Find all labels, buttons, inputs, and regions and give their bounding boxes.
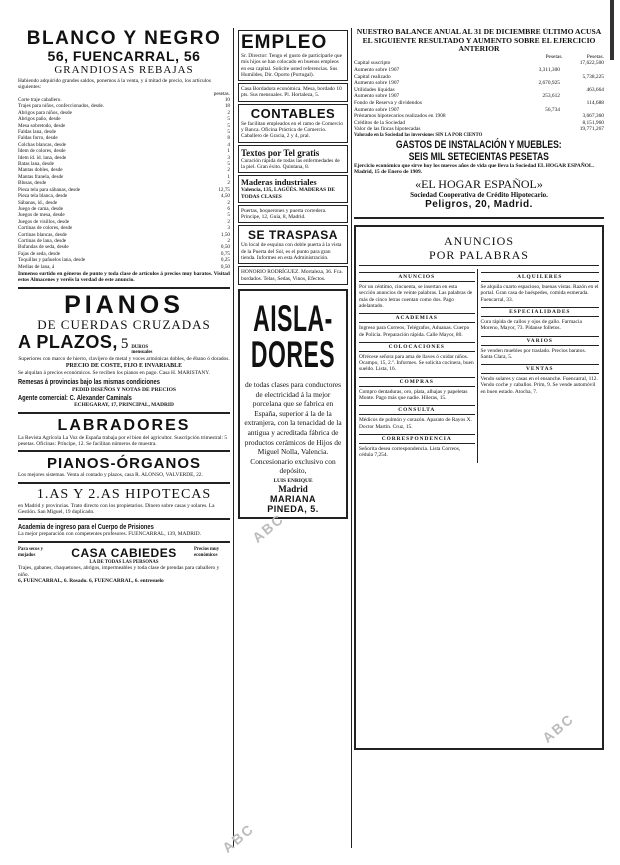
balance-v2 [560, 93, 604, 100]
pianos-ad [18, 292, 230, 409]
ais-street: MARIANA [270, 494, 316, 505]
price-item: Sábanas, íd., desde [18, 199, 58, 206]
classified-left [359, 269, 478, 462]
cc-text: Trajes, gabanes, chaquetones, abrigos, impermeables y toda clase de prendas para caballero y niño. [18, 565, 220, 578]
maderas-ad [238, 175, 348, 203]
anuncios-box [354, 225, 604, 750]
textos-ad [238, 145, 348, 174]
agente-addr: ECHEGARAY, 17, PRINCIPAL, MADRID [74, 401, 174, 408]
balance-row [354, 80, 604, 87]
balance-v1 [522, 60, 560, 67]
price-item: Cortinas blancas, desde [18, 231, 67, 238]
price-item: Corte traje caballero. [18, 97, 62, 103]
price-value: 0,50 [220, 263, 230, 270]
price-item: Mesa sobretodo, desde [18, 122, 66, 129]
hogar-title: «EL HOGAR ESPAÑOL» [415, 177, 543, 192]
balance-label: Capital suscripto [354, 60, 391, 67]
price-item: Ídem íd. íd. lana, desde [18, 154, 67, 161]
price-value: 8 [227, 135, 230, 142]
price-item: Blusas, desde [18, 180, 47, 187]
price-item: Bufandas de seda, desde [18, 244, 69, 251]
balance-v2: 19,771,267 [579, 126, 604, 133]
classified-heading: ANUNCIOS [359, 272, 475, 282]
classified-text: Ofrécese señora para ama de llaves ó cuidar niños. Ocampo, 15, 2.º. Informes. Se solicita cocinera, buen sueldo. Lista, 16. [359, 353, 474, 373]
balance-label: Valor de las fincas hipotecadas [354, 126, 421, 133]
ais-title-2: DORES [250, 333, 336, 375]
classified-text: Ingreso para Correos, Telégrafos, Aduanas. Cuerpo de Policía. Preparación rápida. Calle Mayor, 80. [359, 325, 470, 338]
honorio-ad: HONORIO RODRÍGUEZ. Mortaleza, 36. Fca. bordados. Telas, Sedas, Vinos, Efectos. [238, 266, 348, 285]
bn-footer: Inmenso surtido en géneros de punto y toda clase de artículos á precios muy baratos. Visitad estos Almacenes y veréis la verdad de este anuncio. [18, 270, 230, 284]
price-value: 6 [227, 205, 230, 212]
price-item: Faldas forro, desde [18, 135, 58, 142]
price-value: 5 [227, 122, 230, 129]
hipotecas-ad [18, 487, 230, 516]
price-item: Mantas franela, desde [18, 173, 64, 180]
column-rule-1 [233, 28, 234, 848]
price-value: 4,50 [220, 193, 230, 200]
academia-ad [18, 523, 230, 538]
classified-text: Señorita desea correspondencia. Lista Correos, cédula 7,254. [359, 445, 461, 459]
price-list [18, 97, 230, 270]
price-item: Batas lana, desde [18, 161, 54, 168]
pyo-title: PIANOS-ÓRGANOS [46, 455, 201, 473]
price-item: Medias de lana, á [18, 263, 55, 270]
balance-v1 [522, 100, 560, 107]
ejercicio-text: Ejercicio económico que sirve hoy los nuevos años de vida que lleva la Sociedad EL HOGAR ESPAÑOL. Madrid, 15 de Enero de 1909. [354, 162, 594, 175]
labradores-title: LABRADORES [57, 416, 191, 434]
column-left [18, 28, 230, 848]
price-item: Mantas dobles, desde [18, 167, 63, 174]
empleo-ad [238, 30, 348, 81]
bal-head-1: Pesetas. [545, 53, 563, 60]
price-item: Pieza tela para sábanas, desde [18, 186, 81, 193]
classified-heading: ESPECIALIDADES [481, 307, 600, 317]
textos-title: Textos por Tel gratis [241, 147, 320, 158]
balance-v1 [522, 113, 560, 120]
page-edge-stripe [610, 0, 614, 60]
price-item: Pieza tela blanca, desde [18, 193, 68, 200]
classified-heading: ALQUILERES [481, 272, 600, 282]
bal-head-2: Pesetas. [586, 53, 604, 60]
price-value: 0,75 [220, 250, 230, 257]
bn-address: 56, FUENCARRAL, 56 [47, 48, 201, 64]
balance-table [354, 60, 604, 133]
watermark-3: ABC [219, 820, 258, 856]
price-item: Juegos de visillos, desde [18, 218, 70, 225]
column-rule-2 [351, 28, 352, 848]
price-item: Fajas de seda, desde [18, 250, 61, 257]
maderas-text: Valencia, 135, LAGÜÉS. MADERAS DE TODAS CLASES [241, 187, 335, 200]
bn-col-head: pesetas. [213, 90, 230, 97]
acad-title: Academia de ingreso para el Cuerpo de Prisiones [18, 522, 154, 532]
balance-v1 [522, 87, 560, 94]
cc-title: CASA CABIEDES [71, 545, 177, 560]
classified-heading: CONSULTA [359, 405, 475, 415]
balance-row [354, 126, 604, 133]
balance-row [354, 74, 604, 81]
pianos-duros-label: DUROS mensuales [131, 344, 153, 356]
blanco-negro-ad [18, 28, 230, 284]
labradores-ad [18, 417, 230, 448]
pianos-text: Superiores con marco de hierro, clavijero de metal y voces armónicas dobles, de ébano ó dorados. [18, 355, 230, 362]
balance-label: Aumento sobre 1907 [354, 80, 400, 87]
classified-text: Compro dentaduras, oro, plata, alhajas y papeletas Monte. Pago más que nadie. Hileras, 15. [359, 388, 468, 402]
bn-subtitle: GRANDIOSAS REBAJAS [54, 64, 194, 76]
price-row [18, 264, 230, 270]
price-value: 2 [227, 180, 230, 187]
price-item: Juego de cama, desde [18, 205, 63, 212]
balance-row [354, 67, 604, 74]
traspasa-text: Un local de esquina con doble puerta á la vista de la Puerta del Sol, es el punto para gran tienda. Informes en esta Administración. [241, 242, 342, 262]
classified-text: Vendo solares y casas en el ensanche. Fuencarral, 112. Vendo coche y caballos. Prim, 9. Se vende automóvil en buen estado. Atocha, 7. [480, 376, 598, 395]
balance-v1: 56,734 [545, 106, 560, 113]
balance-row [354, 113, 604, 120]
price-value: 12,75 [218, 186, 230, 193]
classified-heading: VARIOS [481, 336, 600, 346]
hogar-addr: Peligros, 20, Madrid. [425, 199, 533, 211]
balance-v1 [522, 120, 560, 127]
ais-city: Madrid [278, 484, 308, 495]
balance-v2: 463,664 [586, 86, 604, 93]
remesas-line2: PEDID DISEÑOS Y NOTAS DE PRECIOS [71, 386, 177, 393]
price-item: Cortinas de lana, desde [18, 237, 67, 244]
hip-title: 1.AS Y 2.AS HIPOTECAS [36, 486, 212, 502]
price-item: Colchas blancas, desde [18, 141, 66, 148]
balance-label: Préstamos hipotecarios realizados en 1908 [354, 113, 446, 120]
classified-heading: ACADEMIAS [359, 313, 475, 323]
classified-text: Se venden muebles por traslado. Precios baratos. Santa Clara, 5. [480, 347, 586, 360]
classified-heading: CORRESPONDENCIA [359, 434, 475, 444]
traspasa-ad [238, 225, 348, 264]
price-value: 2 [227, 218, 230, 225]
balance-v2: 3,667,360 [582, 113, 604, 120]
cc-sub: LA DE TODAS LAS PERSONAS [89, 559, 159, 565]
price-value: 3 [227, 154, 230, 161]
balance-row [354, 100, 604, 107]
maderas-title: Maderas industriales [241, 178, 317, 188]
empleo-text: Sr. Director: Tengo el gusto de participarle que mis hijos se han colocado en buenos empleos en esa capital. Solicite usted referencias. Sus Humildes, Dir. Oporto (Portugal). [241, 53, 343, 78]
balance-v2: 5,738,225 [582, 73, 604, 80]
hogar-sub: Sociedad Cooperativa de Crédito Hipotecario. [410, 191, 548, 200]
pyo-text: Los mejores sistemas. Venta al contado y plazos, casa R. ALONSO, VALVERDE, 22. [18, 472, 203, 479]
pianos-organos-ad [18, 455, 230, 478]
casa-cabiedes-ad [18, 546, 230, 584]
balance-label: Aumento sobre 1907 [354, 93, 400, 100]
traspasa-title: SE TRASPASA [248, 228, 338, 243]
balance-v2 [560, 80, 604, 87]
balance-v1 [522, 74, 560, 81]
textos-text: Curación rápida de todas las enfermedades de la piel. Gran éxito. Quintana, 8. [241, 157, 340, 170]
acad-text: La mejor preparación con competentes profesores. FUENCARRAL, 139, MADRID. [18, 531, 201, 538]
labradores-text: La Revista Agrícola La Voz de España trabaja por el bien del agricultor. Suscripción trimestral: 5 pesetas. Oficinas: Príncipe, 12. Se facilitan números de muestra. [18, 434, 228, 448]
classified-text: Por un céntimo, cincuenta, se insertan en esta sección anuncios de veinte palabras. Las palabras de más de cinco letras cuentan como dos. Pago adelantado. [359, 284, 473, 309]
price-value: 18 [224, 103, 230, 110]
cc-footer: 6, FUENCARRAL, 6. Rosado. 6, FUENCARRAL, 6. entresuelo [18, 577, 164, 584]
hip-text: en Madrid y provincias. Trato directo con los propietarios. Dinero sobre casas y solares. La Gestión. San Miguel, 19 duplicado. [18, 502, 215, 515]
classified-heading: COLOCACIONES [359, 342, 475, 352]
price-value: 2 [227, 167, 230, 174]
balance-row [354, 60, 604, 67]
price-item: Toquillas y pañuelos lana, desde [18, 257, 86, 264]
anuncios-title-1: ANUNCIOS [443, 234, 514, 249]
pianos-text2: Se alquilan á precios económicos. Se reciben los pianos en pago. Casa H. MARISTANY. [18, 370, 210, 377]
price-value: 10 [224, 97, 230, 103]
price-item: Cortinas de colores, desde [18, 225, 73, 232]
empleo-title: EMPLEO [241, 32, 328, 53]
gastos-line: GASTOS DE INSTALACIÓN Y MUEBLES: [395, 138, 562, 151]
price-value: 4 [227, 141, 230, 148]
bordadora-ad: Casa Bordadora económica. Mesa, bordado 10 pts. Sus mensuales. Pl. Hortaleza, 5. [238, 83, 348, 102]
pianos-plazos: A PLAZOS, [18, 331, 118, 352]
price-value: 3 [227, 225, 230, 232]
price-value: 5 [227, 116, 230, 123]
balance-row [354, 120, 604, 127]
price-value: 2 [227, 109, 230, 116]
anuncios-title-2: POR PALABRAS [429, 248, 529, 263]
balance-label: Capital realizado [354, 73, 391, 80]
balance-label: Utilidades líquidas [354, 86, 395, 93]
pianos-title: PIANOS [64, 290, 184, 319]
price-value: 2 [227, 199, 230, 206]
agente-line: Agente comercial: C. Alexander Caminals [18, 392, 132, 402]
balance-v2: 17,622,500 [579, 60, 604, 67]
balance-v2 [560, 107, 604, 114]
classified-right [481, 269, 600, 462]
price-value: 1 [227, 148, 230, 155]
price-value: 0,50 [220, 244, 230, 251]
price-value: 5 [227, 129, 230, 136]
price-value: 5 [227, 161, 230, 168]
classified-text: Cura rápida de callos y ojos de gallo. Farmacia Moreno, Mayor, 73. Pídanse folletos. [480, 318, 582, 332]
price-item: Abrigos paño, desde [18, 116, 61, 123]
ais-text: de todas clases para conductores de electricidad á la mejor porcelana que se fabrica en España, superior á la de la extranjera, con la tenacidad de la antigua y acreditada fábrica de productos cerámicos de Hijos de Miguel Nolla, Valencia. Concesionario exclusivo con depósito, [244, 379, 342, 476]
balance-v1: 253,612 [542, 93, 560, 100]
hogar-espanol-ad [354, 28, 604, 211]
price-item: Faldas lana, desde [18, 129, 56, 136]
price-item: Abrigos para niños, desde [18, 109, 72, 116]
puertas-ad: Puertas, boquerones y puerta corredera. Príncipe, 12, Guía, 8, Madrid. [238, 205, 348, 224]
balance-row [354, 107, 604, 114]
bn-intro: Habiendo adquirido grandes saldos, ponemos á la venta, y á mitad de precio, los artículos siguientes: [18, 78, 211, 91]
balance-label: Créditos de la Sociedad [354, 119, 406, 126]
watermark-1: ABC [249, 510, 288, 546]
balance-row [354, 87, 604, 94]
balance-v2: 8,151,960 [582, 119, 604, 126]
ais-cons: LUIS ENRIQUE [273, 477, 313, 484]
pianos-price: PRECIO DE COSTE, FIJO E INVARIABLE [65, 363, 183, 370]
cc-right: Precios muy económicos [194, 547, 220, 558]
price-item: Trajes para niños, confeccionados, desde. [18, 103, 105, 110]
price-item: Juegos de mesa, desde [18, 212, 65, 219]
balance-v2 [560, 67, 604, 74]
classified-text: Médicos de pulmón y corazón. Aparato de Rayos X. Doctor Martín. Cruz, 15. [359, 417, 472, 430]
watermark-2: ABC [539, 710, 578, 746]
pianos-duros: 5 [120, 335, 129, 352]
aisladores-ad [238, 289, 348, 519]
balance-label: Aumento sobre 1907 [354, 106, 400, 113]
price-item: Ídem de colores, desde [18, 148, 66, 155]
ais-num: PINEDA, 5. [267, 504, 319, 515]
price-value: 1,50 [220, 231, 230, 238]
balance-label: Aumento sobre 1907 [354, 66, 400, 73]
price-value: 5 [227, 212, 230, 219]
balance-title: NUESTRO BALANCE ANUAL AL 31 DE DICIEMBRE ÚLTIMO ACUSA EL SIGUIENTE RESULTADO Y AUMENTO SOBRE EL EJERCICIO ANTERIOR [356, 28, 602, 54]
column-middle [238, 28, 348, 848]
balance-v1 [522, 126, 560, 133]
bn-title: BLANCO Y NEGRO [26, 28, 222, 49]
price-value: 0,25 [220, 257, 230, 264]
classified-text: Se alquila cuarto espacioso, buenas vistas. Razón en el portal. Gran casa de huéspedes, comida esmerada. Fuencarral, 33. [480, 284, 599, 303]
ais-title-1: AISLA- [253, 297, 333, 339]
price-value: 2 [227, 237, 230, 244]
balance-v1: 3,311,300 [538, 66, 560, 73]
cc-left: Para secos y mojados [18, 547, 44, 558]
classified-heading: VENTAS [481, 364, 600, 374]
price-value: 1 [227, 173, 230, 180]
contables-ad [238, 104, 348, 143]
gastos-line2: SEIS MIL SETECIENTAS PESETAS [408, 150, 549, 163]
balance-label: Fondo de Reserva y dividendos [354, 99, 422, 106]
balance-row [354, 93, 604, 100]
balance-v1: 2,670,925 [538, 80, 560, 87]
classified-heading: COMPRAS [359, 377, 475, 387]
pianos-sub: DE CUERDAS CRUZADAS [37, 316, 211, 332]
contables-title: CONTABLES [250, 105, 336, 121]
balance-extra: Valorado en la Sociedad las inversiones SIN LA POR CIENTO [354, 132, 483, 138]
contables-text: Se facilitan empleados en el ramo de Comercio y Banca. Oficina Práctica de Comercio. Caballero de Gracia, 2 y 4, pral. [241, 120, 343, 140]
remesas-line: Remesas á provincias bajo las mismas condiciones [18, 377, 160, 387]
balance-v2: 114,688 [586, 99, 604, 106]
